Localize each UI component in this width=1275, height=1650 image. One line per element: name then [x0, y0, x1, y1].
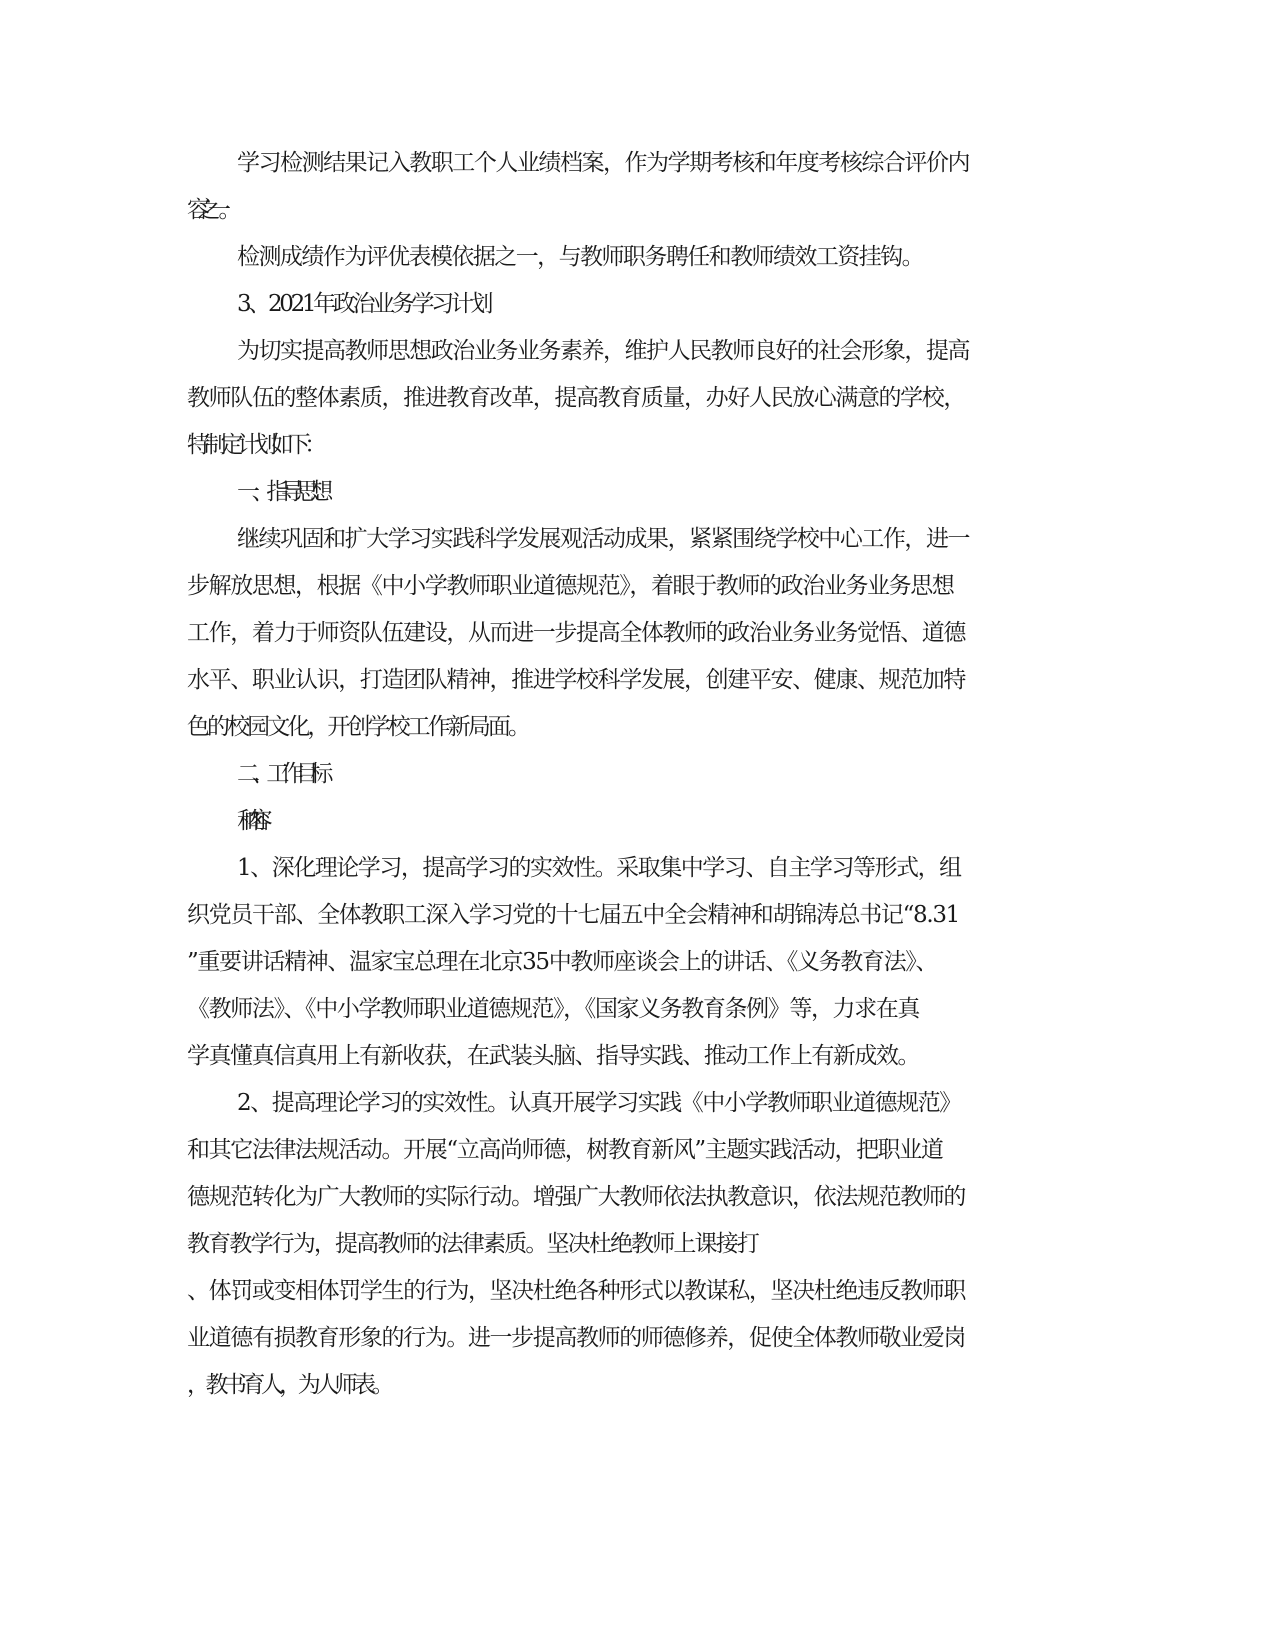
text-line: 水平、职业认识，打造团队精神，推进学校科学发展，创建平安、健康、规范加特 — [187, 667, 966, 693]
text-line: 为切实提高教师思想政治业务业务素养，维护人民教师良好的社会形象，提高 — [237, 338, 970, 364]
text-line: 业道德有损教育形象的行为。进一步提高教师的师德修养，促使全体教师敬业爱岗 — [187, 1325, 966, 1351]
text-line: ，教书育人，为人师表。 — [187, 1372, 391, 1398]
text-line: 、体罚或变相体罚学生的行为，坚决杜绝各种形式以教谋私，坚决杜绝违反教师职 — [187, 1278, 966, 1304]
text-line: 检测成绩作为评优表模依据之一，与教师职务聘任和教师绩效工资挂钩。 — [237, 244, 923, 270]
text-line: 特制定计划如下： — [187, 432, 321, 458]
text-line: 色的校园文化，开创学校工作新局面。 — [187, 714, 529, 740]
text-line: 学习检测结果记入教职工个人业绩档案，作为学期考核和年度考核综合评价内 — [237, 150, 970, 176]
text-line: 和内容 — [237, 808, 257, 834]
text-line: 《教师法》、《中小学教师职业道德规范》，《国家义务教育条例》等，力求在真 — [187, 996, 920, 1022]
text-line: 继续巩固和扩大学习实践科学发展观活动成果，紧紧围绕学校中心工作，进一 — [237, 526, 970, 552]
text-line: 1、深化理论学习，提高学习的实效性。采取集中学习、自主学习等形式，组 — [237, 855, 961, 881]
text-line: 教育教学行为，提高教师的法律素质。坚决杜绝教师上课接打 — [187, 1231, 759, 1257]
text-line: 二、工作目标 — [237, 761, 326, 787]
text-line: 教师队伍的整体素质，推进教育改革，提高教育质量，办好人民放心满意的学校， — [187, 385, 966, 411]
text-line: 和其它法律法规活动。开展“立高尚师德，树教育新风”主题实践活动，把职业道 — [187, 1137, 943, 1163]
text-line: 工作，着力于师资队伍建设，从而进一步提高全体教师的政治业务业务觉悟、道德 — [187, 620, 966, 646]
text-line: 织党员干部、全体教职工深入学习党的十七届五中全会精神和胡锦涛总书记“8.31 — [187, 902, 959, 928]
text-line: 2、提高理论学习的实效性。认真开展学习实践《中小学教师职业道德规范》 — [237, 1090, 961, 1116]
document-body — [187, 140, 1087, 1409]
text-line: 德规范转化为广大教师的实际行动。增强广大教师依法执教意识，依法规范教师的 — [187, 1184, 966, 1210]
text-line: 步解放思想，根据《中小学教师职业道德规范》，着眼于教师的政治业务业务思想 — [187, 573, 954, 599]
text-line: 学真懂真信真用上有新收获，在武装头脑、指导实践、推动工作上有新成效。 — [187, 1043, 920, 1069]
text-line: 一、指导思想 — [237, 479, 326, 505]
text-line: ”重要讲话精神、温家宝总理在北京35中教师座谈会上的讲话、《义务教育法》、 — [187, 949, 938, 975]
text-line: 3、2021年政治业务学习计划 — [237, 291, 491, 317]
text-line: 容之一。 — [187, 197, 229, 223]
